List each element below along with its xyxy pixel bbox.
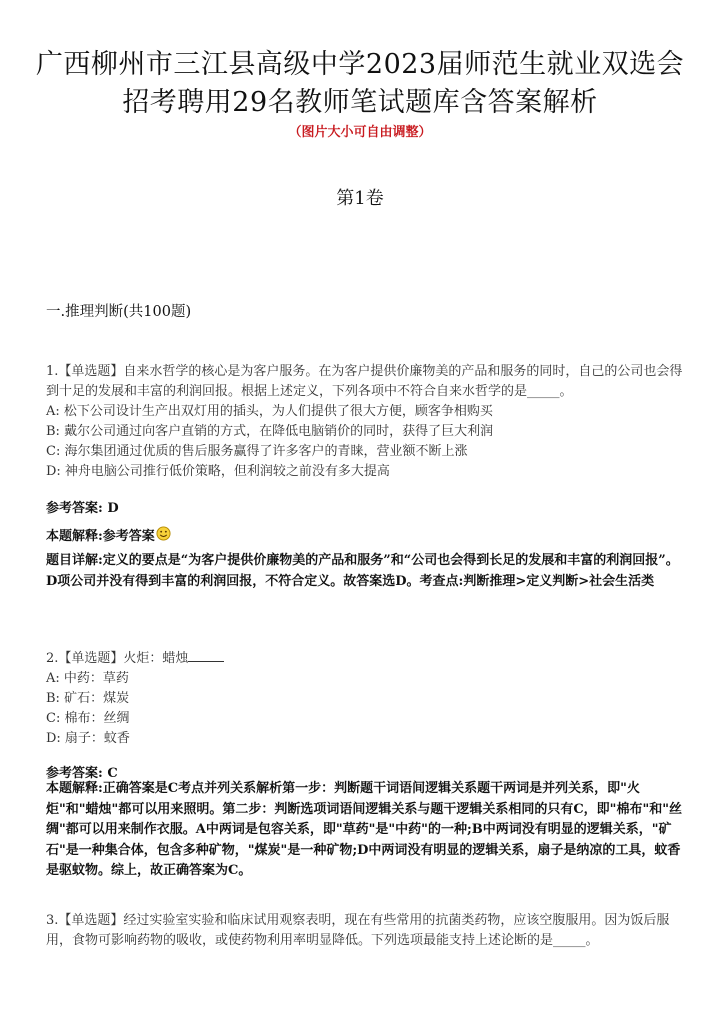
- document-subtitle: （图片大小可自由调整）: [288, 125, 432, 140]
- option-b: B: 矿石：煤炭: [46, 691, 130, 706]
- explanation-1: 题目详解:定义的要点是“为客户提供价廉物美的产品和服务”和“公司也会得到长足的发展和丰富的利润回报”。D项公司并没有得到丰富的利润回报，不符合定义。故答案选D。考查点:判断推理>定义判断>社会生活类: [46, 553, 679, 589]
- answer-2: 参考答案: C: [46, 766, 118, 781]
- volume-heading: 第1卷: [336, 188, 384, 209]
- option-a: A: 中药：草药: [46, 671, 129, 686]
- option-c: C: 海尔集团通过优质的售后服务赢得了许多客户的青睐，营业额不断上涨: [46, 444, 468, 459]
- explanation-2: 本题解释:正确答案是C考点并列关系解析第一步：判断题干词语间逻辑关系题干两词是并列关系，即"火炬"和"蜡烛"都可以用来照明。第二步：判断选项词语间逻辑关系与题干逻辑关系相同的只有C，即"棉布"和"丝绸"都可以用来制作衣服。A中两词是包容关系，即"草药"是"中药"的一种;B中两词没有明显的逻辑关系，"矿石"是一种集合体，包含多种矿物，"煤炭"是一种矿物;D中两词没有明显的逻辑关系，扇子是纳凉的工具，蚊香是驱蚊物。综上，故正确答案为C。: [46, 781, 682, 878]
- smiley-icon: [156, 526, 171, 541]
- question-stem: 1.【单选题】自来水哲学的核心是为客户服务。在为客户提供价廉物美的产品和服务的同时，自己的公司也会得到十足的发展和丰富的利润回报。根据上述定义，下列各项中不符合自来水哲学的是_____。: [46, 364, 683, 399]
- explanation-label-text: 本题解释:参考答案: [46, 529, 155, 544]
- option-b: B: 戴尔公司通过向客户直销的方式，在降低电脑销价的同时，获得了巨大利润: [46, 424, 494, 439]
- option-d: D: 神舟电脑公司推行低价策略，但利润较之前没有多大提高: [46, 464, 390, 479]
- question-stem: 3.【单选题】经过实验室实验和临床试用观察表明，现在有些常用的抗菌类药物，应该空腹服用。因为饭后服用，食物可影响药物的吸收，或使药物利用率明显降低。下列选项最能支持上述论断的是_____。: [46, 913, 670, 948]
- option-c: C: 棉布：丝绸: [46, 711, 130, 726]
- option-d: D: 扇子：蚊香: [46, 731, 130, 746]
- document-title-line1: 广西柳州市三江县高级中学2023届师范生就业双选会: [35, 49, 685, 80]
- question-stem-text: 2.【单选题】火炬：蜡烛: [46, 651, 189, 666]
- question-2: [46, 649, 686, 749]
- document-title-line2: 招考聘用29名教师笔试题库含答案解析: [122, 87, 598, 118]
- answer-1: 参考答案: D: [46, 501, 119, 516]
- section-heading: 一.推理判断(共100题): [46, 304, 192, 320]
- option-a: A: 松下公司设计生产出双灯用的插头，为人们提供了很大方便，顾客争相购买: [46, 404, 493, 419]
- answer-blank: [188, 649, 224, 662]
- question-stem: [46, 649, 686, 669]
- explanation-label-1: [46, 525, 686, 544]
- question-3: [46, 911, 686, 951]
- question-1: [46, 362, 686, 482]
